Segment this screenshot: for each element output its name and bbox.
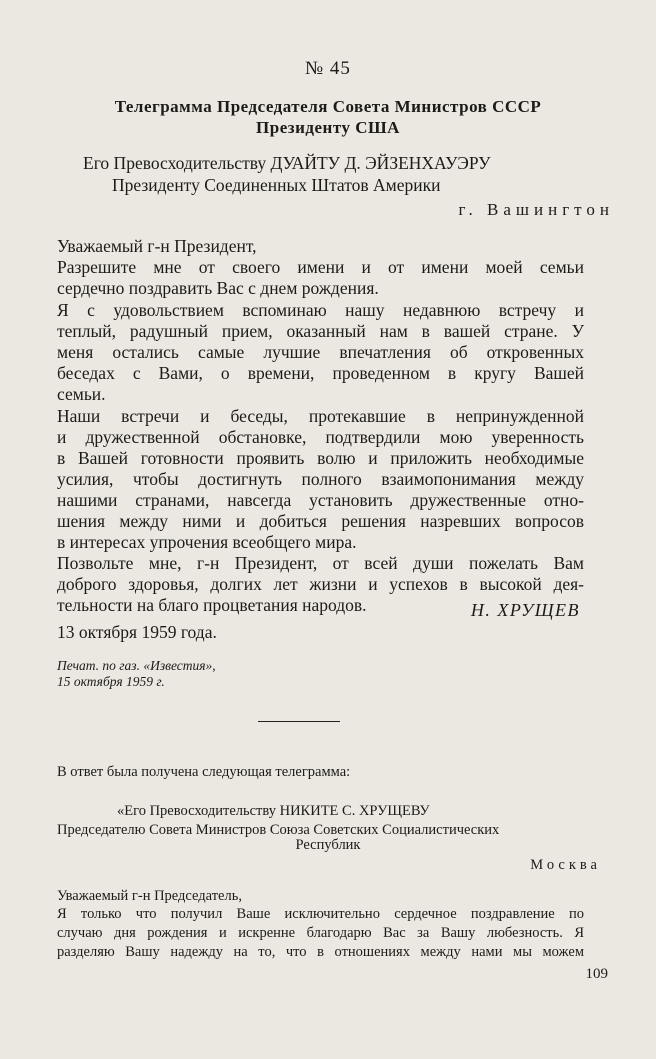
letter-line: усилия, чтобы достигнуть полного взаимопонимания между [57,469,584,489]
reply-line: случаю дня рождения и искренне благодарю Вас за Вашу любезность. Я [57,925,584,941]
letter-line: меня остались самые лучшие впечатления об откровенных [57,342,584,362]
document-number: № 45 [305,58,351,79]
letter-date: 13 октября 1959 года. [57,622,217,642]
addressee-city: г. Вашингтон [458,200,614,219]
letter-line: и дружественной обстановке, подтвердили мою уверенность [57,427,584,447]
section-divider [258,721,340,722]
reply-intro: В ответ была получена следующая телеграмма: [57,764,351,780]
reply-line: разделяю Вашу надежду на то, что в отношениях между нами мы можем [57,944,584,960]
reply-city: Москва [530,857,601,873]
reply-addressee-line-2: Председателю Совета Министров Союза Советских Социалистических [57,822,500,838]
letter-line: в Вашей готовности проявить волю и приложить необходимые [57,448,584,468]
letter-line: нашими странами, навсегда установить дружественные отно- [57,490,584,510]
letter-line: семьи. [57,384,106,404]
letter-line: тельности на благо процветания народов. [57,595,367,615]
reply-line: Я только что получил Ваше исключительно сердечное поздравление по [57,906,584,922]
reply-addressee-line-1: «Его Превосходительству НИКИТЕ С. ХРУЩЕВУ [117,803,430,819]
reply-addressee-line-3: Республик [295,837,361,853]
source-note-line-1: Печат. по газ. «Известия», [57,658,216,673]
letter-line: теплый, радушный прием, оказанный нам в вашей стране. У [57,321,584,341]
document-title-line-1: Телеграмма Председателя Совета Министров СССР [114,97,542,116]
letter-line: сердечно поздравить Вас с днем рождения. [57,278,379,298]
letter-line: в интересах упрочения всеобщего мира. [57,532,357,552]
letter-line: доброго здоровья, долгих лет жизни и успехов в высокой дея- [57,574,584,594]
page-number: 109 [585,966,608,982]
letter-line: Разрешите мне от своего имени и от имени моей семьи [57,257,584,277]
addressee-line-1: Его Превосходительству ДУАЙТУ Д. ЭЙЗЕНХАУЭРУ [83,153,491,173]
letter-line: Наши встречи и беседы, протекавшие в непринужденной [57,406,584,426]
letter-line: шения между ними и добиться решения назревших вопросов [57,511,584,531]
addressee-line-2: Президенту Соединенных Штатов Америки [112,175,441,195]
document-title-line-2: Президенту США [256,118,400,137]
letter-line: беседах с Вами, о времени, проведенном в кругу Вашей [57,363,584,383]
reply-greeting: Уважаемый г-н Председатель, [57,888,242,904]
letter-line: Я с удовольствием вспоминаю нашу недавнюю встречу и [57,300,584,320]
source-note-line-2: 15 октября 1959 г. [57,674,165,689]
letter-line: Позвольте мне, г-н Президент, от всей души пожелать Вам [57,553,584,573]
letter-greeting: Уважаемый г-н Президент, [57,236,257,256]
signature: Н. ХРУЩЕВ [470,600,580,620]
